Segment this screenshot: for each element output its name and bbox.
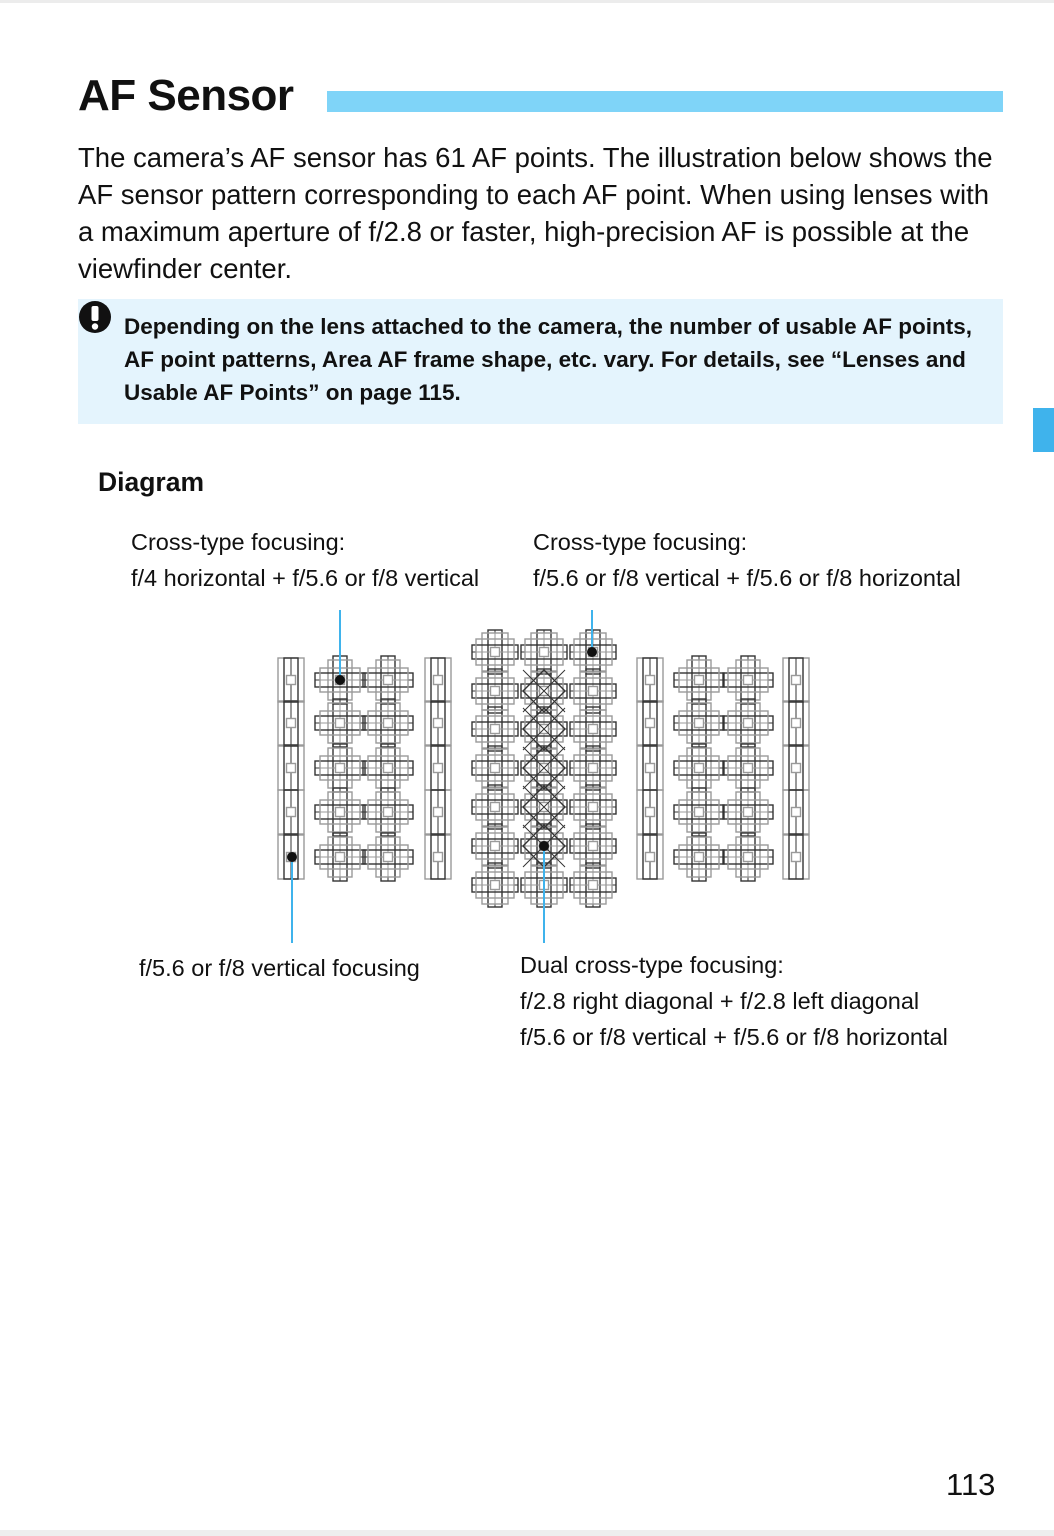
diagram-heading: Diagram (98, 467, 205, 497)
af-point (723, 788, 773, 836)
af-point (723, 744, 773, 792)
af-point (637, 790, 663, 834)
af-point (315, 788, 365, 836)
callout-label-dual-title: Dual cross-type focusing: (520, 952, 784, 978)
callout-label-dual-diagonal: f/2.8 right diagonal + f/2.8 left diagonal (520, 988, 920, 1014)
af-point (637, 701, 663, 745)
page-number: 113 (946, 1467, 996, 1502)
af-point (363, 833, 413, 881)
af-point (278, 701, 304, 745)
af-point (425, 746, 451, 790)
af-point (570, 863, 616, 907)
af-point (425, 835, 451, 879)
af-point (674, 699, 724, 747)
af-point (674, 656, 724, 704)
callout-label-cross-f56-title: Cross-type focusing: (533, 529, 748, 555)
callout-label-dual-vh: f/5.6 or f/8 vertical + f/5.6 or f/8 horizontal (520, 1024, 948, 1050)
af-point (472, 863, 518, 907)
af-point (783, 746, 809, 790)
af-point (783, 835, 809, 879)
bottom-edge (0, 1530, 1054, 1536)
af-point (363, 699, 413, 747)
af-point (425, 658, 451, 702)
af-point (674, 788, 724, 836)
callout-label-vertical: f/5.6 or f/8 vertical focusing (139, 955, 420, 981)
marker-dot (539, 841, 549, 851)
af-point (363, 788, 413, 836)
intro-paragraph: The camera’s AF sensor has 61 AF points. The illustration below shows the AF sensor pattern corresponding to each AF point. When using lenses with a maximum aperture of f/2.8 or faster, high-precision AF is possible at the viewfinder center. (78, 142, 993, 284)
af-group-right (637, 656, 809, 881)
af-point (521, 630, 567, 674)
af-point (472, 630, 518, 674)
af-point (425, 701, 451, 745)
af-point (637, 658, 663, 702)
af-point (315, 744, 365, 792)
af-point (723, 699, 773, 747)
af-point (723, 833, 773, 881)
af-point (723, 656, 773, 704)
af-point (472, 746, 518, 790)
callout-label-cross-f4-detail: f/4 horizontal + f/5.6 or f/8 vertical (131, 565, 480, 591)
af-point (570, 707, 616, 751)
af-point (674, 833, 724, 881)
af-point (472, 785, 518, 829)
af-point (570, 746, 616, 790)
af-point (472, 707, 518, 751)
callout-label-cross-f4-title: Cross-type focusing: (131, 529, 346, 555)
af-point (570, 785, 616, 829)
af-point (570, 824, 616, 868)
af-point (637, 746, 663, 790)
caution-text: Depending on the lens attached to the camera, the number of usable AF points, AF point patterns, Area AF frame shape, etc. vary. For details, see “Lenses and Usable AF Points” on page 115. (124, 314, 973, 405)
af-point (783, 790, 809, 834)
marker-dot (335, 675, 345, 685)
af-point (674, 744, 724, 792)
af-point (363, 744, 413, 792)
af-point (278, 746, 304, 790)
af-point (315, 833, 365, 881)
af-point (278, 790, 304, 834)
af-group-left (278, 656, 451, 881)
marker-dot (287, 852, 297, 862)
af-point (783, 658, 809, 702)
af-point (363, 656, 413, 704)
af-point (425, 790, 451, 834)
page-title: AF Sensor (78, 71, 294, 120)
af-point (472, 824, 518, 868)
marker-dot (587, 647, 597, 657)
af-point (783, 701, 809, 745)
af-point (637, 835, 663, 879)
callout-label-cross-f56-detail: f/5.6 or f/8 vertical + f/5.6 or f/8 horizontal (533, 565, 961, 591)
af-point (315, 699, 365, 747)
af-point (278, 658, 304, 702)
